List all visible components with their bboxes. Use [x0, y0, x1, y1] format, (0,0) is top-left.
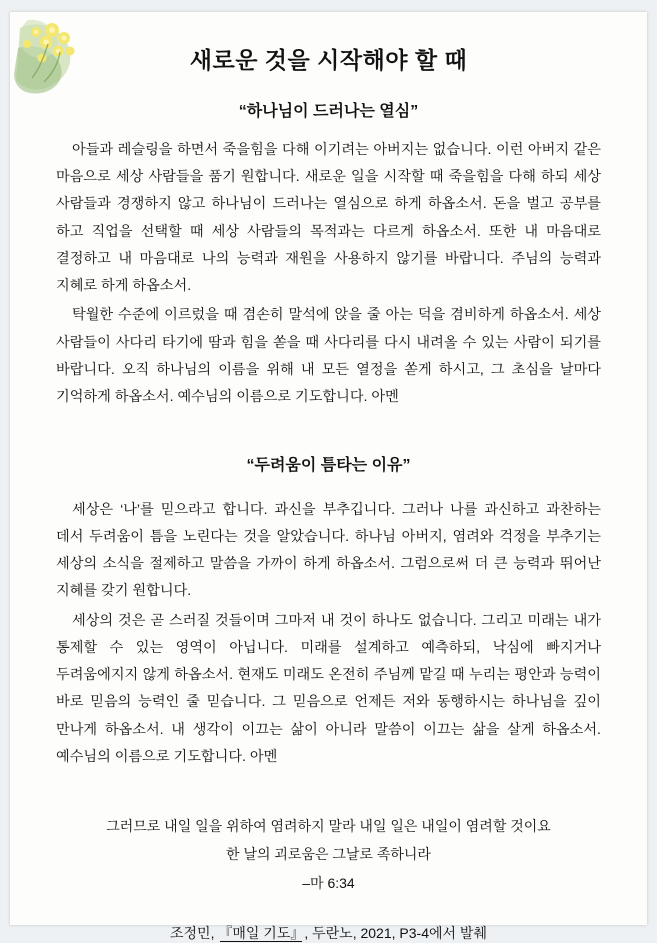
- source-rest: , 두란노, 2021, P3-4에서 발췌: [304, 925, 487, 942]
- scripture-line-2: 한 날의 괴로움은 그날로 족하니라: [226, 845, 431, 862]
- source-citation: [56, 923, 601, 943]
- section-heading-2: “두려움이 틈타는 이유”: [246, 456, 411, 474]
- page-title: 새로운 것을 시작해야 할 때: [189, 47, 468, 73]
- source-book-title: 『매일 기도』: [218, 925, 305, 942]
- paragraph: 세상은 ‘나’를 믿으라고 합니다. 과신을 부추깁니다. 그러나 나를 과신하고 과찬하는 데서 두려움이 틈을 노린다는 것을 알았습니다. 하나님 아버지, 염려와 걱정을 부추기는 세상의 소식을 절제하고 말씀을 가까이 하게 하옵소서. 그럼으로써 더 큰 능력과 뛰어난 지혜를 갖기 원합니다.: [56, 501, 601, 600]
- scripture-line-1: 그러므로 내일 일을 위하여 염려하지 말라 내일 일은 내일이 염려할 것이요: [106, 818, 551, 835]
- paragraph: 아들과 레슬링을 하면서 죽을힘을 다해 이기려는 아버지는 없습니다. 이런 아버지 같은 마음으로 세상 사람들을 품기 원합니다. 새로운 일을 시작할 때 죽을힘을 다해 하되 세상 사람들과 경쟁하지 않고 하나님이 드러나는 열심으로 하게 하옵소서. 돈을 벌고 공부를 하고 직업을 선택할 때 세상 사람들의 목적과는 다르게 하옵소서. 또한 내 마음대로 결정하고 내 마음대로 나의 능력과 재원을 사용하지 않기를 바랍니다. 주님의 능력과 지혜로 하게 하옵소서.: [56, 141, 601, 295]
- document-sheet: [10, 12, 647, 942]
- scripture-quote: [56, 813, 601, 897]
- section-heading-1: “하나님이 드러나는 열심”: [238, 102, 419, 120]
- scripture-reference: –마 6:34: [302, 874, 355, 891]
- paragraph: 세상의 것은 곧 스러질 것들이며 그마저 내 것이 하나도 없습니다. 그리고 미래는 내가 통제할 수 있는 영역이 아닙니다. 미래를 설계하고 예측하되, 낙심에 빠지거나 두려움에지지 않게 하옵소서. 현재도 미래도 온전히 주님께 맡길 때 누리는 평안과 능력이 바로 믿음의 능력인 줄 믿습니다. 그 믿음으로 언제든 저와 동행하시는 하나님을 깊이 만나게 하옵소서. 내 생각이 이끄는 삶이 아니라 말씀이 이끄는 삶을 살게 하옵소서. 예수님의 이름으로 기도합니다. 아멘: [56, 612, 601, 765]
- paragraph: 탁월한 수준에 이르렀을 때 겸손히 말석에 앉을 줄 아는 덕을 겸비하게 하옵소서. 세상 사람들이 사다리 타기에 땀과 힘을 쏟을 때 사다리를 다시 내려올 수 있는 사람이 되기를 바랍니다. 오직 하나님의 이름을 위해 내 모든 열정을 쏟게 하시고, 그 초심을 날마다 기억하게 하옵소서. 예수님의 이름으로 기도합니다. 아멘: [56, 307, 601, 406]
- source-author: 조정민,: [170, 925, 215, 942]
